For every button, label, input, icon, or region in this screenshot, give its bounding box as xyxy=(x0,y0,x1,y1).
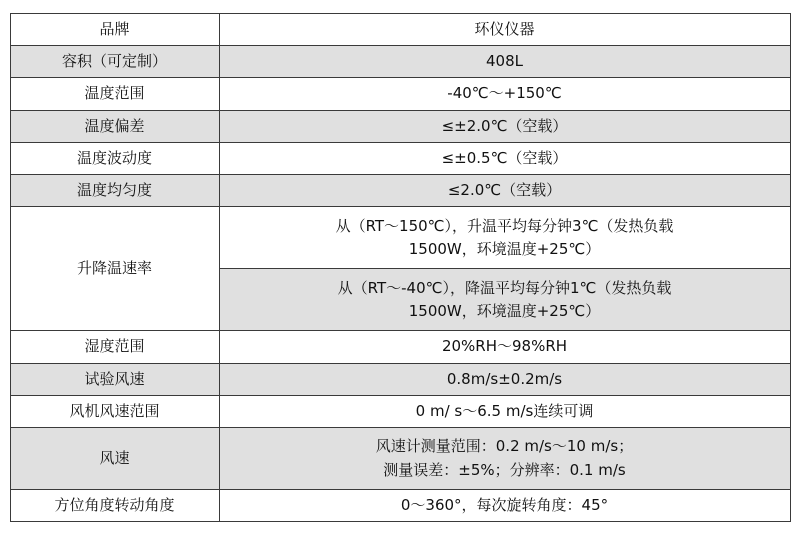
row-label: 温度波动度 xyxy=(10,142,219,174)
row-label: 品牌 xyxy=(10,13,219,45)
row-label: 风机风速范围 xyxy=(10,395,219,427)
row-value: 20%RH～98%RH xyxy=(219,331,790,363)
table-row xyxy=(10,331,790,363)
table-row xyxy=(10,78,790,110)
value-line: 1500W，环境温度+25℃） xyxy=(408,239,601,258)
row-value: 环仪仪器 xyxy=(219,13,790,45)
table-row xyxy=(10,363,790,395)
value-line: 从（RT～150℃），升温平均每分钟3℃（发热负载 xyxy=(335,216,674,235)
row-value xyxy=(219,269,790,331)
row-value: 408L xyxy=(219,46,790,78)
table-row xyxy=(10,395,790,427)
table-row xyxy=(10,428,790,490)
value-line: 测量误差：±5%；分辨率：0.1 m/s xyxy=(383,460,626,479)
row-label: 升降温速率 xyxy=(10,207,219,331)
table-row xyxy=(10,110,790,142)
table-row xyxy=(10,175,790,207)
row-label: 温度范围 xyxy=(10,78,219,110)
row-label: 温度偏差 xyxy=(10,110,219,142)
row-value: 0.8m/s±0.2m/s xyxy=(219,363,790,395)
row-value: 0 m/ s～6.5 m/s连续可调 xyxy=(219,395,790,427)
table-row xyxy=(10,490,790,522)
row-value: ≤±0.5℃（空载） xyxy=(219,142,790,174)
row-label: 试验风速 xyxy=(10,363,219,395)
table-row xyxy=(10,142,790,174)
row-label: 风速 xyxy=(10,428,219,490)
row-value xyxy=(219,428,790,490)
table-row xyxy=(10,46,790,78)
row-value: -40℃～+150℃ xyxy=(219,78,790,110)
row-value: ≤±2.0℃（空载） xyxy=(219,110,790,142)
value-line: 1500W，环境温度+25℃） xyxy=(408,301,601,320)
specification-table xyxy=(10,13,791,523)
row-label: 容积（可定制） xyxy=(10,46,219,78)
value-line: 从（RT～-40℃），降温平均每分钟1℃（发热负载 xyxy=(337,278,672,297)
value-line: 风速计测量范围：0.2 m/s～10 m/s； xyxy=(375,437,634,456)
row-label: 温度均匀度 xyxy=(10,175,219,207)
row-label: 湿度范围 xyxy=(10,331,219,363)
row-label: 方位角度转动角度 xyxy=(10,490,219,522)
row-value: 0～360°，每次旋转角度：45° xyxy=(219,490,790,522)
row-value xyxy=(219,207,790,269)
table-row xyxy=(10,207,790,269)
row-value: ≤2.0℃（空载） xyxy=(219,175,790,207)
table-row xyxy=(10,13,790,45)
